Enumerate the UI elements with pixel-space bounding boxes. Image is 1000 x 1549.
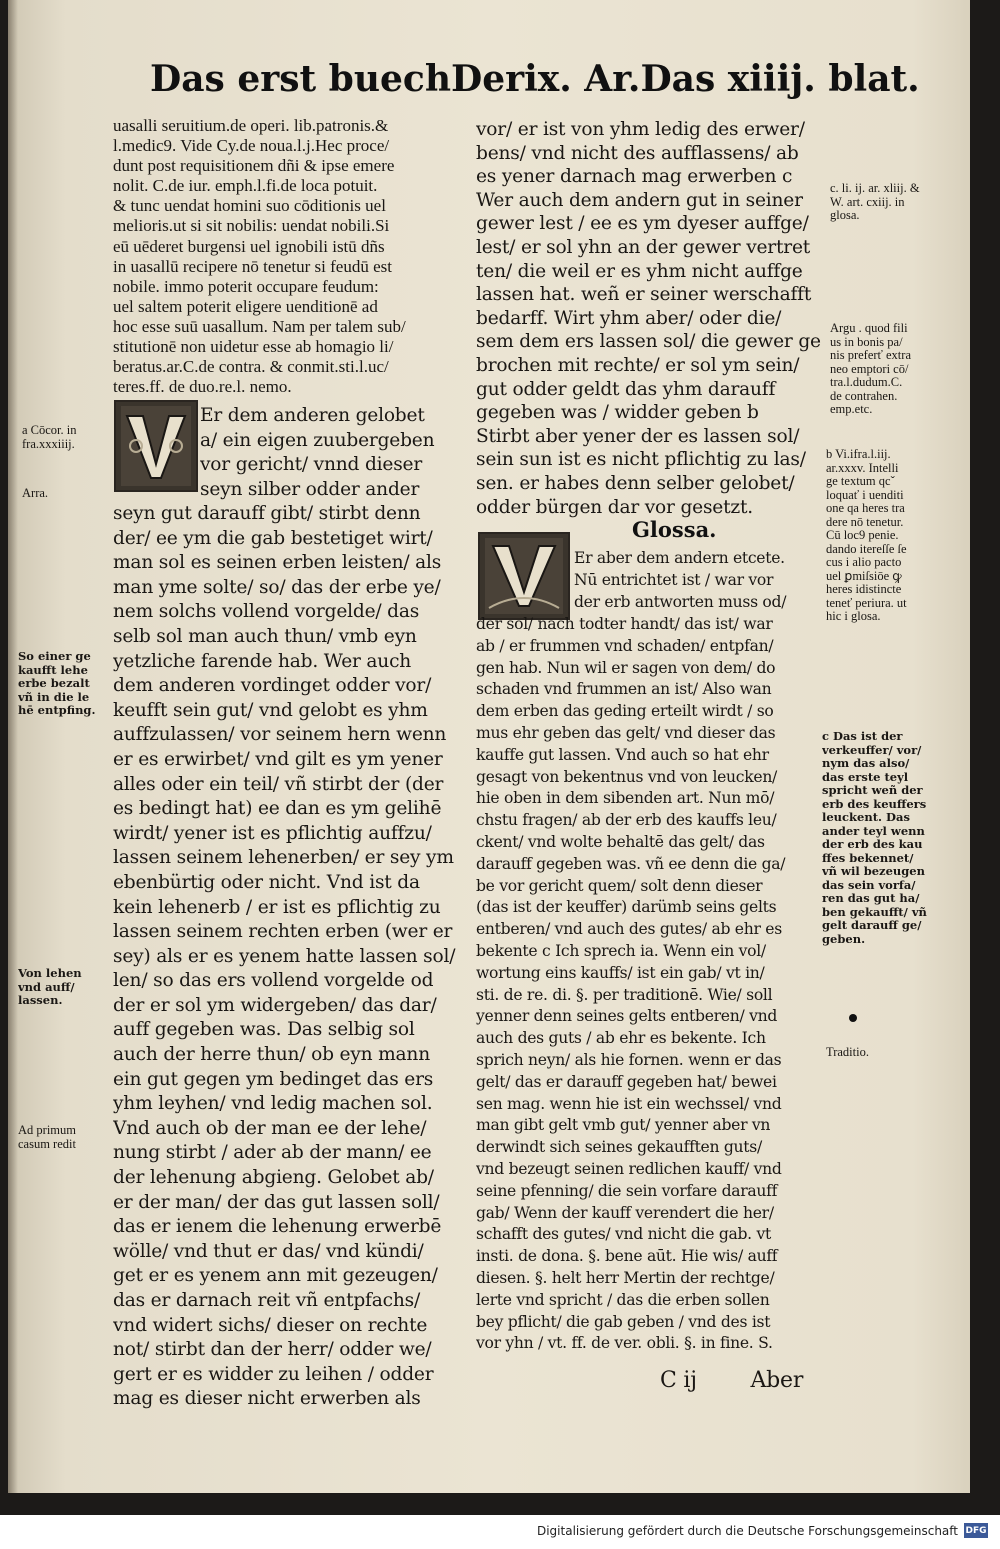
- text-line: brochen mit rechte/ er sol ym sein/: [476, 354, 800, 376]
- margin-line: Traditio.: [826, 1046, 869, 1059]
- right-margin-note: [826, 1046, 869, 1060]
- text-line: mus ehr geben das gelt/ vnd dieser das: [476, 723, 776, 742]
- margin-line: Arra.: [22, 487, 49, 500]
- right-margin-note: [826, 448, 907, 624]
- text-line: Vnd auch ob der man ee der lehe/: [113, 1117, 427, 1139]
- margin-line: hic i glosa.: [826, 610, 881, 623]
- text-line: yhm leyhen/ vnd ledig machen sol.: [113, 1093, 433, 1115]
- text-line: das er darnach reit vñ entpfachs/: [113, 1290, 421, 1311]
- text-line: (das ist der keuffer) darümb seins gelts: [476, 898, 777, 917]
- text-line: der erb antworten muss od/: [574, 592, 787, 611]
- text-line: len/ so das ers vollend vorgelde od: [113, 970, 434, 992]
- gloss-initial-v: [478, 532, 570, 620]
- margin-line: So einer ge: [18, 650, 91, 663]
- text-line: gewer lest / ee es ym dyeser auffge/: [476, 213, 809, 235]
- left-margin-note: [18, 1124, 76, 1151]
- margin-line: erb des keuffers: [822, 797, 927, 811]
- right-main-text: [476, 118, 824, 519]
- text-line: der lehenung abgieng. Gelobet ab/: [113, 1167, 434, 1189]
- margin-line: neo emptori cō/: [830, 362, 909, 376]
- gloss-text: [476, 614, 824, 1355]
- margin-line: W. art. cxiij. in: [830, 195, 905, 209]
- text-line: gelt/ das er darauff gegeben hat/ bewei: [476, 1072, 777, 1091]
- text-line: vor/ er ist von yhm ledig des erwer/: [476, 119, 805, 140]
- text-line: schaden vnd frummen an ist/ Also wan: [476, 680, 772, 699]
- right-margin-note: [830, 322, 911, 417]
- gloss-initial-text: [574, 548, 824, 613]
- text-line: melioris.ut si sit nobilis: uendat nobili.Si: [113, 216, 390, 236]
- margin-line: cus i alio pacto: [826, 556, 902, 569]
- margin-line: glosa.: [830, 209, 860, 222]
- text-line: insti. de dona. §. bene aūt. Hie wis/ auff: [476, 1247, 778, 1266]
- text-line: nung stirbt / ader ab der mann/ ee: [113, 1142, 432, 1164]
- text-line: sey) als er es yenem hatte lassen sol/: [113, 945, 456, 967]
- margin-line: vñ in die le: [18, 690, 90, 704]
- text-line: seyn silber odder ander: [200, 478, 420, 500]
- margin-line: uel ꝑmiſsiōe ꝙ: [826, 569, 902, 583]
- margin-line: Von lehen: [18, 967, 82, 980]
- left-margin-note: [18, 650, 95, 718]
- text-line: gesagt von bekentnus vnd von leucken/: [476, 767, 778, 786]
- margin-line: Argu . quod fili: [830, 322, 908, 335]
- margin-line: c Das ist der: [822, 730, 903, 743]
- text-line: nobile. immo poterit occupare feudum:: [113, 276, 379, 296]
- margin-line: geben.: [822, 932, 866, 946]
- text-line: yenner denn seines gelts entberen/ vnd: [476, 1007, 778, 1026]
- text-line: vnd bezeugt seinen redlichen kauff/ vnd: [476, 1159, 782, 1178]
- text-line: darauff gegeben was. vñ ee denn die ga/: [476, 854, 786, 873]
- text-line: ab / er frummen vnd schaden/ entpfan/: [476, 636, 774, 655]
- text-line: keufft sein gut/ vnd gelobt es yhm: [113, 699, 428, 721]
- text-line: Stirbt aber yener der es lassen sol/: [476, 425, 800, 447]
- footer-credit: Digitalisierung gefördert durch die Deutsche Forschungsgemeinschaft: [536, 1524, 958, 1538]
- text-line: wölle/ vnd thut er das/ vnd kündi/: [113, 1240, 424, 1262]
- text-line: der sol/ nach todter handt/ das ist/ war: [476, 615, 773, 633]
- text-line: & tunc uendat homini suo cōditionis uel: [113, 196, 386, 216]
- text-line: wirdt/ yener ist es pflichtig auffzu/: [113, 822, 432, 844]
- text-line: es yener darnach mag erwerben c: [476, 166, 793, 188]
- text-line: selb sol man auch thun/ vmb eyn: [113, 625, 417, 647]
- text-line: gegeben was / widder geben b: [476, 402, 759, 424]
- margin-line: heres idistincte: [826, 583, 902, 596]
- text-line: ebenbürtig oder nicht. Vnd ist da: [113, 871, 420, 893]
- text-line: er es erwirbet/ vnd gilt es ym yener: [113, 748, 443, 770]
- left-main-text: [113, 502, 463, 1412]
- text-line: Wer auch dem andern gut in seiner: [476, 189, 803, 211]
- margin-line: loquať i uenditi: [826, 488, 904, 502]
- margin-line: das sein vorfa/: [822, 878, 916, 892]
- text-line: sem dem ers lassen sol/ die gewer ge: [476, 331, 821, 353]
- running-head: [150, 58, 920, 100]
- left-margin-note: [22, 424, 77, 451]
- text-line: bekente c Ich sprech ia. Wenn ein vol/: [476, 941, 766, 960]
- text-line: Er dem anderen gelobet: [200, 405, 425, 426]
- margin-line: nis preferť extra: [830, 349, 911, 362]
- text-line: der/ ee ym die gab bestetiget wirt/: [113, 527, 433, 549]
- margin-line: spricht weñ der: [822, 784, 923, 797]
- text-line: entberen/ vnd auch des gutes/ ab ehr es: [476, 920, 782, 939]
- decorated-initial-v: [114, 400, 198, 492]
- text-line: uasalli seruitium.de operi. lib.patronis.&: [113, 116, 389, 135]
- text-line: man yme solte/ so/ das der erbe ye/: [113, 576, 441, 598]
- running-head-left: Das erst buech: [150, 58, 451, 100]
- text-line: man gibt gelt vmb gut/ yenner aber vn: [476, 1116, 771, 1135]
- text-line: kein lehenerb / er ist es pflichtig zu: [113, 896, 441, 918]
- text-line: stitutionē non uidetur esse ab homagio li/: [113, 337, 394, 357]
- text-line: es bedingt hat) ee dan es ym gelihē: [113, 798, 442, 820]
- text-line: gab/ Wenn der kauff verendert die her/: [476, 1203, 774, 1222]
- text-line: gert er es widder zu leihen / odder: [113, 1363, 434, 1385]
- margin-line: vñ wil bezeugen: [822, 865, 925, 878]
- margin-line: dando itereſſe ſe: [826, 542, 907, 556]
- margin-line: gelt darauff ge/: [822, 919, 922, 932]
- text-line: mag es dieser nicht erwerben als: [113, 1388, 421, 1410]
- text-line: derwindt sich seines gekaufften guts/: [476, 1138, 762, 1157]
- text-line: lassen seinem rechten erben (wer er: [113, 921, 453, 943]
- text-line: vor yhn / vt. ff. de ver. obli. §. in fine. S.: [476, 1334, 773, 1353]
- text-line: er der man/ der das gut lassen soll/: [113, 1191, 440, 1213]
- left-latin-gloss: [113, 116, 458, 397]
- text-line: man sol es seinen erben leisten/ als: [113, 552, 442, 574]
- text-line: get er es yenem ann mit gezeugen/: [113, 1265, 438, 1287]
- margin-line: ben gekaufft/ vñ: [822, 905, 927, 919]
- text-line: alles oder ein teil/ vñ stirbt der (der: [113, 773, 444, 795]
- text-line: gut odder geldt das yhm darauff: [476, 378, 776, 400]
- text-line: lest/ er sol yhn an der gewer vertret: [476, 236, 811, 258]
- text-line: schafft des gutes/ vnd nicht die gab. vt: [476, 1225, 771, 1244]
- text-line: hie oben in dem sibenden art. Nun mō/: [476, 789, 775, 808]
- text-line: not/ stirbt dan der herr/ odder we/: [113, 1339, 432, 1361]
- left-initial-text: [200, 404, 462, 502]
- text-line: lassen seinem lehenerben/ er sey ym: [113, 847, 454, 869]
- margin-line: kaufft lehe: [18, 663, 88, 677]
- margin-line: Cū loc9 penie.: [826, 529, 899, 542]
- text-line: gen hab. Nun wil er sagen von dem/ do: [476, 658, 776, 677]
- text-line: kauffe gut lassen. Vnd auch so hat ehr: [476, 745, 769, 764]
- margin-line: one qa heres tra: [826, 502, 905, 515]
- text-line: vnd widert sichs/ dieser on rechte: [113, 1314, 428, 1336]
- text-line: diesen. §. helt herr Mertin der rechtge/: [476, 1268, 775, 1287]
- initial-v-icon: [485, 538, 563, 614]
- text-line: yetzliche farende hab. Wer auch: [113, 650, 412, 672]
- margin-line: erbe bezalt: [18, 677, 90, 690]
- margin-line: das erste teyl: [822, 770, 909, 784]
- margin-line: ander teyl wenn: [822, 824, 925, 838]
- margin-line: a Cōcor. in: [22, 424, 77, 437]
- catchword: Aber: [750, 1368, 804, 1393]
- text-line: das er ienem die lehenung erwerbē: [113, 1216, 442, 1238]
- text-line: auch des guts / ab ehr es bekente. Ich: [476, 1029, 766, 1048]
- text-line: auch der herre thun/ ob eyn mann: [113, 1044, 430, 1066]
- margin-line: dere nō tenetur.: [826, 515, 904, 529]
- margin-line: verkeuffer/ vor/: [822, 743, 922, 757]
- margin-line: Ad primum: [18, 1124, 76, 1137]
- text-line: chstu fragen/ ab der erb des kauffs leu/: [476, 811, 777, 830]
- text-line: ten/ die weil er es yhm nicht auffge: [476, 260, 803, 282]
- text-line: a/ ein eigen zuubergeben: [200, 429, 435, 451]
- text-line: bey pflicht/ die gab geben / vnd des ist: [476, 1312, 771, 1331]
- text-line: in uasallū recipere nō tenetur si feudū est: [113, 256, 392, 276]
- margin-line: lassen.: [18, 994, 63, 1007]
- text-line: odder bürgen dar vor gesetzt.: [476, 496, 753, 518]
- running-head-folio: Das xiiij. blat.: [640, 58, 920, 100]
- text-line: beratus.ar.C.de contra. & conmit.sti.l.uc/: [113, 357, 389, 377]
- margin-line: ge textum qcˇ: [826, 475, 895, 488]
- margin-line: tra.l.dudum.C.: [830, 376, 903, 389]
- text-line: wortung eins kauffs/ ist ein gab/ vt in/: [476, 963, 765, 982]
- text-line: lassen hat. weñ er seiner werschafft: [476, 284, 812, 306]
- text-line: ckent/ vnd wolte behaltē das gelt/ das: [476, 832, 765, 851]
- text-line: Nū entrichtet ist / war vor: [574, 570, 774, 589]
- text-line: nolit. C.de iur. emph.l.fi.de loca potuit.: [113, 176, 378, 196]
- text-line: hoc esse suū uasallum. Nam per talem sub/: [113, 316, 406, 336]
- catchword-line: [660, 1368, 820, 1394]
- text-line: sen. er habes denn selber gelobet/: [476, 472, 795, 494]
- text-line: eū uēderet burgensi uel ignobili istū dñs: [113, 236, 385, 256]
- margin-line: us in bonis pa/: [830, 335, 903, 349]
- margin-line: ren das gut ha/: [822, 892, 920, 905]
- initial-v-icon: [121, 406, 191, 486]
- text-line: ein gut gegen ym bedinget das ers: [113, 1068, 434, 1090]
- page-gutter-shadow: [8, 0, 18, 1493]
- text-line: sprich neyn/ als hie fornen. wenn er das: [476, 1050, 782, 1069]
- margin-line: hē entpfing.: [18, 704, 96, 717]
- margin-dot: [849, 1014, 857, 1022]
- left-margin-note: [22, 487, 48, 501]
- margin-line: b Vi.ifra.l.iij.: [826, 448, 891, 461]
- margin-line: de contrahen.: [830, 389, 898, 403]
- signature-mark: C ij: [660, 1368, 697, 1393]
- text-line: uel saltem poterit eligere uenditionē ad: [113, 296, 378, 316]
- text-line: vor gericht/ vnnd dieser: [200, 454, 423, 476]
- text-line: teres.ff. de duo.re.l. nemo.: [113, 377, 292, 397]
- text-line: l.medic9. Vide Cy.de noua.l.j.Hec proce/: [113, 136, 390, 156]
- left-margin-note: [18, 967, 82, 1008]
- text-line: bedarff. Wirt yhm aber/ oder die/: [476, 307, 782, 329]
- margin-line: fra.xxxiiij.: [22, 437, 75, 451]
- text-line: seine pfenning/ die sein vorfare darauff: [476, 1181, 778, 1200]
- text-line: nem solchs vollend vorgelde/ das: [113, 601, 420, 623]
- margin-line: teneť periura. ut: [826, 596, 907, 610]
- margin-line: vnd auff/: [18, 980, 75, 994]
- text-line: seyn gut darauff gibt/ stirbt denn: [113, 503, 421, 524]
- text-line: bens/ vnd nicht des aufflassens/ ab: [476, 142, 799, 164]
- margin-line: ar.xxxv. Intelli: [826, 461, 899, 475]
- gloss-heading: Glossa.: [632, 517, 717, 542]
- text-line: dem erben das geding erteilt wirdt / so: [476, 702, 774, 721]
- right-margin-note: [822, 730, 927, 946]
- right-margin-note: [830, 182, 920, 223]
- text-line: lerte vnd spricht / das die erben sollen: [476, 1290, 770, 1309]
- text-line: auff gegeben was. Das selbig sol: [113, 1019, 415, 1041]
- text-line: sti. de re. di. §. per traditionē. Wie/ soll: [476, 985, 773, 1004]
- text-line: auffzulassen/ vor seinem hern wenn: [113, 724, 447, 746]
- text-line: Er aber dem andern etcete.: [574, 549, 785, 567]
- text-line: dem anderen vordinget odder vor/: [113, 675, 432, 697]
- dfg-logo: DFG: [964, 1523, 988, 1538]
- margin-line: ffes bekennet/: [822, 851, 914, 865]
- text-line: dunt post requisitionem dñi & ipse emere: [113, 156, 395, 176]
- text-line: be vor gericht quem/ solt denn dieser: [476, 876, 763, 895]
- margin-line: leuckent. Das: [822, 811, 910, 824]
- margin-line: emp.etc.: [830, 403, 873, 416]
- margin-line: c. li. ij. ar. xliij. &: [830, 182, 920, 195]
- margin-line: der erb des kau: [822, 838, 923, 851]
- text-line: sein sun ist es nicht pflichtig zu las/: [476, 449, 806, 471]
- text-line: sen mag. wenn hie ist ein wechssel/ vnd: [476, 1094, 782, 1113]
- margin-line: nym das also/: [822, 757, 910, 770]
- running-head-right: ix. Ar.: [524, 58, 641, 100]
- running-head-left-2: Der: [451, 58, 525, 100]
- text-line: der er sol ym widergeben/ das dar/: [113, 994, 437, 1016]
- margin-line: casum redit: [18, 1137, 76, 1151]
